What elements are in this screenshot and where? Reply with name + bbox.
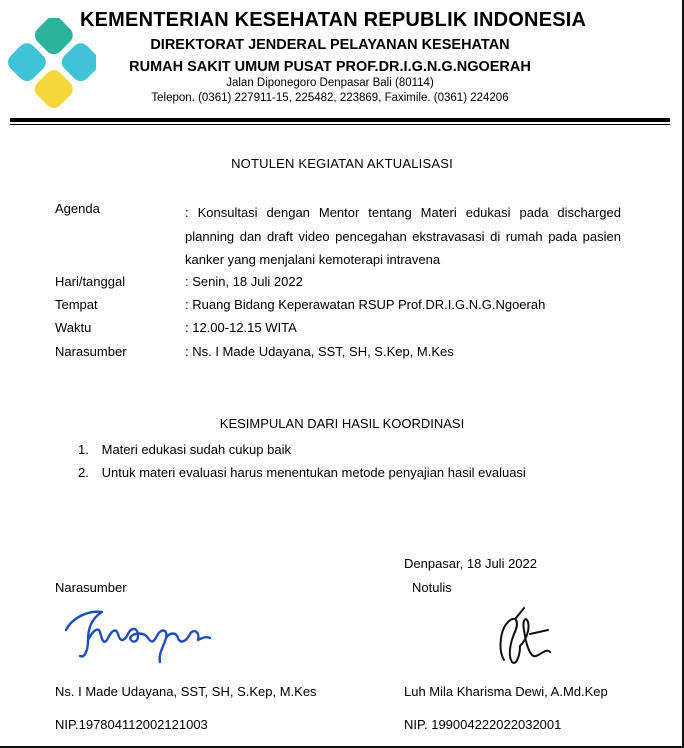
conclusion-title: KESIMPULAN DARI HASIL KOORDINASI — [219, 416, 465, 431]
left-signer-role: Narasumber — [55, 580, 127, 595]
date-label: Hari/tanggal — [55, 274, 126, 289]
list-item — [78, 461, 526, 484]
hospital-phone: Telepon. (0361) 227911-15, 225482, 223869, Faximile. (0361) 224206 — [151, 92, 509, 104]
ministry-name: KEMENTERIAN KESEHATAN REPUBLIK INDONESIA — [80, 9, 587, 31]
hospital-name: RUMAH SAKIT UMUM PUSAT PROF.DR.I.G.N.G.NGOERAH — [129, 59, 531, 75]
document-title: NOTULEN KEGIATAN AKTUALISASI — [231, 156, 453, 171]
left-signature-icon — [58, 598, 218, 668]
list-item — [78, 438, 526, 461]
speaker-label: Narasumber — [55, 344, 127, 359]
hospital-address: Jalan Diponegoro Denpasar Bali (80114) — [226, 77, 434, 89]
left-signer-nip: NIP.197804112002121003 — [55, 717, 208, 732]
time-label: Waktu — [55, 320, 92, 335]
time-value: : 12.00-12.15 WITA — [185, 320, 297, 335]
agenda-label: Agenda — [55, 201, 100, 216]
letterhead-rule-thin — [10, 124, 670, 125]
date-value: : Senin, 18 Juli 2022 — [185, 274, 303, 289]
right-signer-nip: NIP. 199004222022032001 — [404, 717, 562, 732]
agenda-value: : Konsultasi dengan Mentor tentang Materi edukasi pada discharged planning dan draft video pencegahan ekstravasasi di rumah pada pasien kanker yang menjalani kemoterapi intravena — [185, 205, 621, 267]
right-signer-role: Notulis — [412, 580, 452, 595]
place-value: : Ruang Bidang Keperawatan RSUP Prof.DR.I.G.N.G.Ngoerah — [185, 297, 546, 312]
list-item-number: 1. — [78, 442, 89, 457]
right-signature-icon — [490, 600, 560, 676]
speaker-value: : Ns. I Made Udayana, SST, SH, S.Kep, M.Kes — [185, 344, 454, 359]
left-signer-name: Ns. I Made Udayana, SST, SH, S.Kep, M.Kes — [55, 684, 317, 699]
place-label: Tempat — [55, 297, 98, 312]
list-item-number: 2. — [78, 465, 89, 480]
letterhead-rule-thick — [10, 118, 670, 122]
right-signer-name: Luh Mila Kharisma Dewi, A.Md.Kep — [404, 684, 608, 699]
place-date: Denpasar, 18 Juli 2022 — [404, 556, 537, 571]
list-item-text: Materi edukasi sudah cukup baik — [101, 442, 291, 457]
directorate-name: DIREKTORAT JENDERAL PELAYANAN KESEHATAN — [150, 37, 510, 53]
conclusion-list — [78, 438, 526, 484]
list-item-text: Untuk materi evaluasi harus menentukan metode penyajian hasil evaluasi — [101, 465, 526, 480]
